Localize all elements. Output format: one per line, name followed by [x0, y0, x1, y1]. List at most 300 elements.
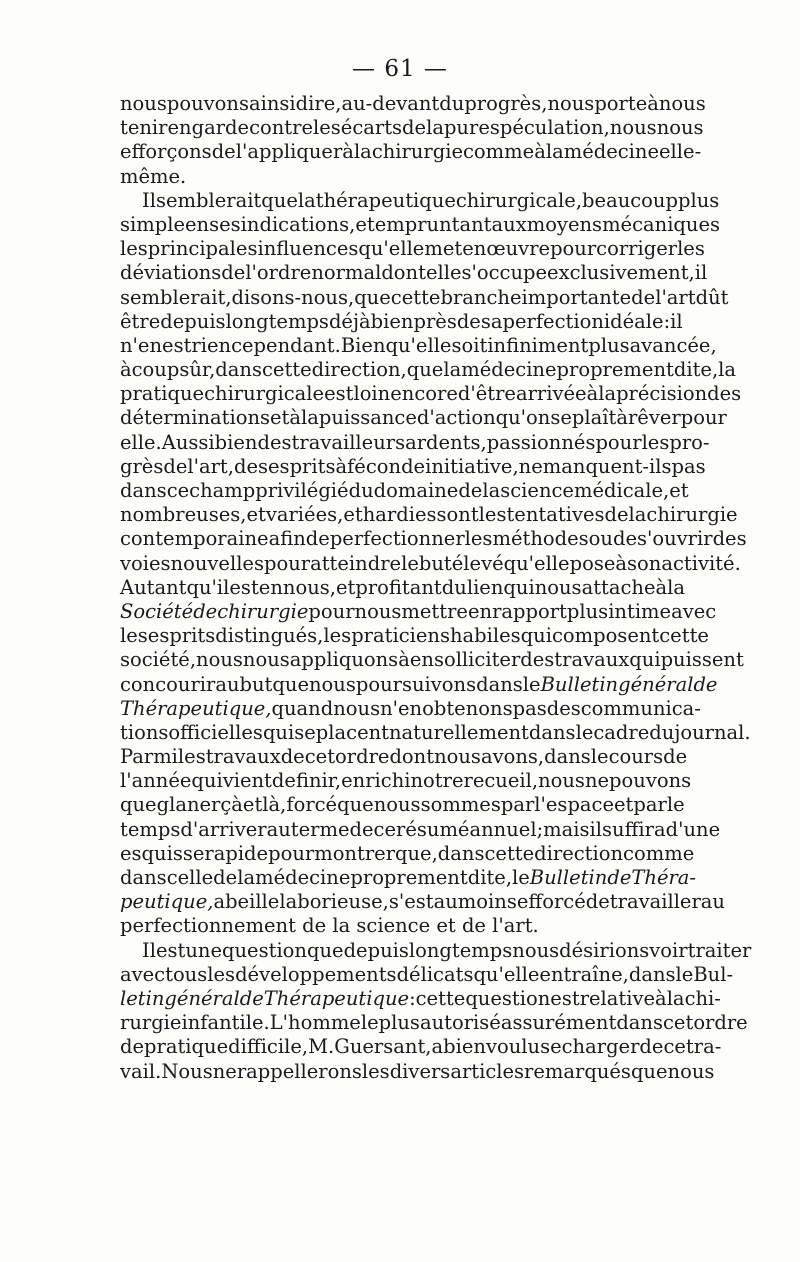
word: délicats: [396, 962, 474, 986]
word: et: [242, 793, 263, 817]
word: la: [545, 140, 564, 164]
text-line: [120, 938, 752, 963]
word: que: [261, 188, 298, 212]
word: est: [550, 986, 580, 1010]
word: nous,: [282, 575, 336, 599]
word: de: [639, 1035, 664, 1059]
word: comme: [463, 140, 535, 164]
word: ses: [209, 212, 241, 236]
word: que: [337, 793, 374, 817]
word: glaner: [156, 793, 221, 817]
text-line: [120, 285, 729, 310]
word: qui: [629, 648, 661, 672]
word: et: [669, 479, 689, 502]
word: et: [343, 503, 363, 527]
word: cette: [484, 841, 535, 865]
word: mettre: [401, 599, 468, 623]
word: tions: [120, 720, 169, 744]
word: esprits: [147, 624, 216, 648]
word: praticiens: [351, 624, 450, 648]
word: perfection: [502, 309, 604, 333]
word: direction,: [311, 358, 407, 382]
text-line: [120, 479, 689, 503]
word: qu'on: [495, 406, 551, 430]
word: importante: [521, 285, 632, 309]
word: et: [335, 575, 356, 599]
word: perfectionnement: [120, 914, 303, 938]
word: à: [120, 358, 132, 382]
word: ne: [212, 1059, 237, 1083]
word: à: [655, 575, 668, 599]
word: du: [348, 479, 374, 502]
word: désirions: [559, 938, 650, 962]
word: traiter: [687, 938, 752, 962]
word: médecine: [563, 140, 660, 164]
word: officielles: [168, 720, 263, 744]
word: et: [270, 406, 290, 430]
word: que: [306, 938, 344, 962]
word: que: [406, 358, 444, 382]
word: entraîne,: [539, 962, 629, 986]
word: de: [461, 914, 493, 938]
word: :: [409, 986, 416, 1010]
word: de: [402, 116, 427, 140]
word: au: [215, 672, 240, 696]
word: moins: [457, 890, 517, 914]
word: forcé: [286, 793, 338, 817]
word: des: [233, 454, 269, 478]
word: plus: [588, 333, 630, 357]
word: qu'elle: [358, 237, 425, 261]
word: qu'il: [186, 575, 230, 599]
word: :: [663, 309, 671, 333]
word: qui: [503, 575, 535, 599]
word: hardies: [362, 503, 437, 527]
word: tenir: [120, 116, 168, 140]
word: infantile.: [181, 1011, 270, 1035]
word: nous: [309, 672, 356, 696]
word: que,: [395, 841, 438, 865]
word: chirurgie: [217, 599, 309, 623]
word: du: [439, 92, 465, 115]
word: de: [163, 454, 188, 478]
text-line: [120, 261, 708, 285]
word: atteindre: [310, 551, 402, 575]
text-line: [120, 793, 685, 817]
word: à: [655, 986, 667, 1010]
word: même.: [120, 164, 187, 188]
word: Autant: [120, 575, 187, 599]
word: dans: [528, 720, 576, 744]
word: à: [616, 406, 628, 430]
word: les: [677, 237, 705, 261]
word: nous: [373, 793, 421, 817]
word: exclusivement,: [547, 261, 695, 285]
word: la: [598, 382, 617, 406]
word: nous: [538, 769, 585, 793]
word: concourir: [120, 672, 216, 696]
word: question: [222, 938, 307, 962]
word: porte: [594, 92, 648, 115]
word: il: [694, 261, 708, 285]
word: sa: [480, 309, 503, 333]
text-line: [120, 382, 742, 406]
word: pour: [268, 841, 315, 865]
word: de: [693, 672, 718, 696]
word: nous: [609, 116, 657, 140]
word: au: [700, 890, 725, 914]
word: moyens: [526, 212, 603, 236]
word: principales: [147, 237, 258, 261]
word: la: [667, 575, 686, 599]
word: les: [177, 745, 206, 769]
word: ne: [584, 769, 610, 793]
word: pas: [671, 454, 706, 478]
word: depuis: [160, 309, 226, 333]
word: médicale,: [573, 479, 670, 502]
text-line: [120, 745, 688, 769]
word: ainsi: [248, 92, 296, 115]
word: les: [120, 624, 148, 648]
word: se: [294, 720, 316, 744]
word: esquisse: [120, 841, 205, 865]
word: les: [323, 624, 352, 648]
text-line: [120, 648, 744, 672]
word: dans: [616, 1011, 663, 1035]
word: nous: [667, 1059, 715, 1083]
word: nous: [434, 745, 481, 769]
word: plus: [677, 188, 720, 212]
word: cadre: [593, 720, 650, 744]
word: puissance: [318, 406, 417, 430]
word: disons-nous,: [231, 285, 355, 309]
word: le: [675, 962, 694, 986]
word: vient: [222, 769, 272, 793]
word: peutique,: [120, 890, 214, 914]
text-line: [120, 430, 710, 455]
word: pour: [680, 406, 727, 430]
word: nous: [512, 938, 560, 962]
word: simple: [120, 212, 185, 236]
word: chirurgicale,: [455, 188, 583, 212]
word: privilégié: [255, 479, 349, 502]
word: spéculation,: [489, 116, 610, 140]
word: dans: [215, 358, 262, 382]
word: au: [266, 817, 291, 841]
text-line: [120, 188, 720, 213]
word: Bul-: [693, 962, 734, 986]
text-line: [120, 503, 738, 527]
word: du: [649, 720, 675, 744]
word: des: [712, 527, 747, 551]
word: indications,: [240, 212, 356, 236]
word: normal: [311, 261, 382, 285]
word: de: [193, 599, 218, 623]
word: coup: [131, 358, 180, 382]
word: Théra-: [631, 866, 697, 889]
word: la: [301, 406, 319, 430]
word: avancée,: [629, 333, 717, 357]
word: la: [666, 986, 685, 1010]
word: se: [540, 1035, 562, 1059]
word: attache: [581, 575, 656, 599]
word: cette: [415, 986, 466, 1010]
word: ce: [166, 479, 190, 502]
text-line: [120, 92, 706, 116]
word: initiative,: [425, 454, 519, 478]
text-line: [120, 333, 717, 358]
word: notre: [410, 769, 464, 793]
word: rapide: [204, 841, 269, 865]
word: précision: [616, 382, 708, 406]
word: letin: [120, 986, 165, 1010]
word: champ: [189, 479, 256, 502]
word: articles: [450, 1059, 525, 1083]
word: l'art.: [492, 914, 539, 938]
text-line: [120, 986, 721, 1011]
word: par: [500, 793, 535, 817]
word: pro-: [669, 430, 710, 454]
word: que: [120, 793, 157, 817]
word: loin: [353, 382, 391, 406]
word: direction: [534, 841, 624, 865]
word: infiniment: [487, 333, 589, 357]
page-number: — 61 —: [352, 56, 448, 82]
word: le: [575, 720, 594, 744]
word: n'en: [120, 333, 163, 357]
word: nous: [354, 599, 402, 623]
word: de: [305, 527, 330, 551]
word: de: [663, 745, 688, 769]
word: voir: [649, 938, 688, 962]
word: ce: [373, 817, 397, 841]
word: bien: [370, 309, 414, 333]
word: Aussi: [161, 430, 215, 454]
word: de: [612, 527, 637, 551]
word: là,: [262, 793, 287, 817]
word: de: [239, 986, 264, 1010]
word: afin: [268, 527, 306, 551]
text-line: [120, 817, 721, 842]
word: sûr,: [179, 358, 216, 382]
word: nous: [242, 648, 290, 672]
word: profitant: [355, 575, 442, 599]
word: depuis: [343, 938, 409, 962]
text-line: [120, 212, 721, 237]
word: des: [520, 648, 555, 672]
word: s'est: [388, 890, 434, 914]
word: elle.: [120, 430, 162, 454]
word: par: [633, 793, 667, 817]
word: assurément: [500, 1011, 617, 1035]
word: corriger: [596, 237, 678, 261]
word: développements: [235, 962, 397, 986]
word: la: [482, 479, 501, 502]
word: puissent: [660, 648, 744, 672]
word: déjà: [328, 309, 371, 333]
word: l'appliquer: [235, 140, 343, 164]
word: le: [401, 551, 419, 575]
word: Bulletin: [540, 672, 619, 696]
word: qu'elle: [473, 962, 540, 986]
word: à: [289, 406, 302, 430]
word: pour: [595, 430, 642, 454]
word: Thérapeutique,: [120, 696, 272, 720]
word: lien: [466, 575, 504, 599]
word: nombreuses,: [120, 503, 247, 527]
word: aux: [491, 212, 527, 236]
word: plus: [378, 1011, 420, 1035]
word: en: [462, 237, 487, 261]
word: l'année: [120, 769, 192, 793]
word: but: [418, 551, 452, 575]
word: ordre: [693, 1011, 748, 1035]
word: pose: [569, 551, 616, 575]
word: à: [586, 382, 599, 406]
word: déterminations: [120, 406, 271, 430]
word: est: [155, 938, 186, 962]
word: chirurgie: [646, 503, 738, 527]
word: soit: [451, 333, 488, 357]
word: avons,: [480, 745, 545, 769]
word: question: [465, 986, 551, 1010]
word: de: [631, 285, 656, 309]
word: déviations: [120, 261, 222, 285]
word: Parmi: [120, 745, 178, 769]
word: d'une: [665, 817, 721, 841]
word: Thérapeutique: [263, 986, 410, 1010]
word: l'art: [655, 285, 696, 309]
word: de: [458, 479, 483, 502]
word: science: [356, 914, 437, 938]
word: rêver: [627, 406, 681, 430]
word: à: [615, 551, 628, 575]
word: empruntant: [374, 212, 492, 236]
word: ne: [518, 454, 543, 478]
word: idéale: [603, 309, 664, 333]
word: progrès,: [464, 92, 548, 115]
word: la: [353, 140, 372, 164]
word: et: [246, 503, 266, 527]
word: ardents,: [405, 430, 487, 454]
word: plaît: [571, 406, 617, 430]
word: dire,: [295, 92, 342, 115]
body-text: [120, 92, 752, 1084]
word: il: [589, 817, 603, 841]
word: difficile,: [228, 1035, 309, 1059]
word: la: [443, 358, 462, 382]
word: qu'elle: [503, 551, 570, 575]
word: domaine: [373, 479, 459, 502]
word: à: [335, 454, 348, 478]
word: a: [431, 1035, 444, 1059]
word: but: [239, 672, 273, 696]
word: cette: [261, 358, 312, 382]
word: féconde: [347, 454, 426, 478]
text-line: [120, 165, 680, 189]
word: les: [361, 1059, 390, 1083]
word: qui: [191, 769, 223, 793]
word: que: [272, 672, 309, 696]
word: voulu: [485, 1035, 541, 1059]
word: travailler: [609, 890, 701, 914]
text-line: [120, 116, 704, 140]
word: cependant.: [231, 333, 341, 357]
word: d'arriver: [180, 817, 267, 841]
word: une: [185, 938, 223, 962]
word: au-devant: [341, 92, 440, 115]
word: Bien: [340, 333, 386, 357]
word: nous: [547, 92, 595, 115]
word: comme: [623, 841, 695, 865]
word: être: [120, 309, 161, 333]
text-line: [120, 1059, 715, 1084]
word: travaux: [205, 745, 281, 769]
word: médecine: [255, 866, 351, 889]
word: obtenons: [422, 696, 513, 720]
word: abeille: [213, 890, 280, 914]
word: la: [237, 866, 256, 889]
word: le: [512, 866, 530, 889]
word: et: [614, 793, 634, 817]
word: avec: [120, 962, 166, 986]
word: appliquons: [289, 648, 399, 672]
word: communica-: [580, 696, 701, 720]
text-line: [120, 1035, 722, 1059]
word: mécaniques: [602, 212, 721, 236]
word: de: [120, 1035, 145, 1059]
word: de: [280, 745, 305, 769]
word: que: [354, 285, 391, 309]
word: nous: [120, 92, 167, 115]
word: élevé: [451, 551, 504, 575]
text-line: [120, 551, 741, 576]
word: intime: [608, 599, 672, 623]
word: chirurgie: [371, 140, 463, 164]
word: à: [342, 140, 354, 164]
word: le: [590, 745, 609, 769]
word: travailleurs: [291, 430, 406, 454]
word: sont: [436, 503, 479, 527]
word: branche: [440, 285, 522, 309]
word: général: [618, 672, 694, 696]
word: longtemps: [408, 938, 513, 962]
word: dite,: [673, 358, 719, 382]
word: médecine: [461, 358, 557, 382]
word: à: [647, 92, 659, 115]
word: est: [324, 382, 354, 406]
word: pure: [443, 116, 490, 140]
word: vail.: [120, 1059, 162, 1083]
word: beaucoup: [582, 188, 678, 212]
word: tra-: [685, 1035, 722, 1059]
word: elle-: [659, 140, 702, 164]
word: efforçons: [120, 140, 212, 164]
word: du: [441, 575, 467, 599]
word: nouvelles: [170, 551, 264, 575]
word: pour: [308, 599, 355, 623]
word: quand: [271, 696, 334, 720]
word: le: [522, 672, 541, 696]
word: ou: [588, 527, 613, 551]
word: bien: [214, 430, 258, 454]
word: tous: [165, 962, 208, 986]
word: semblerait: [155, 188, 262, 212]
word: société,: [120, 648, 197, 672]
word: dût: [695, 285, 729, 309]
word: des: [546, 696, 581, 720]
word: travaux: [554, 648, 630, 672]
